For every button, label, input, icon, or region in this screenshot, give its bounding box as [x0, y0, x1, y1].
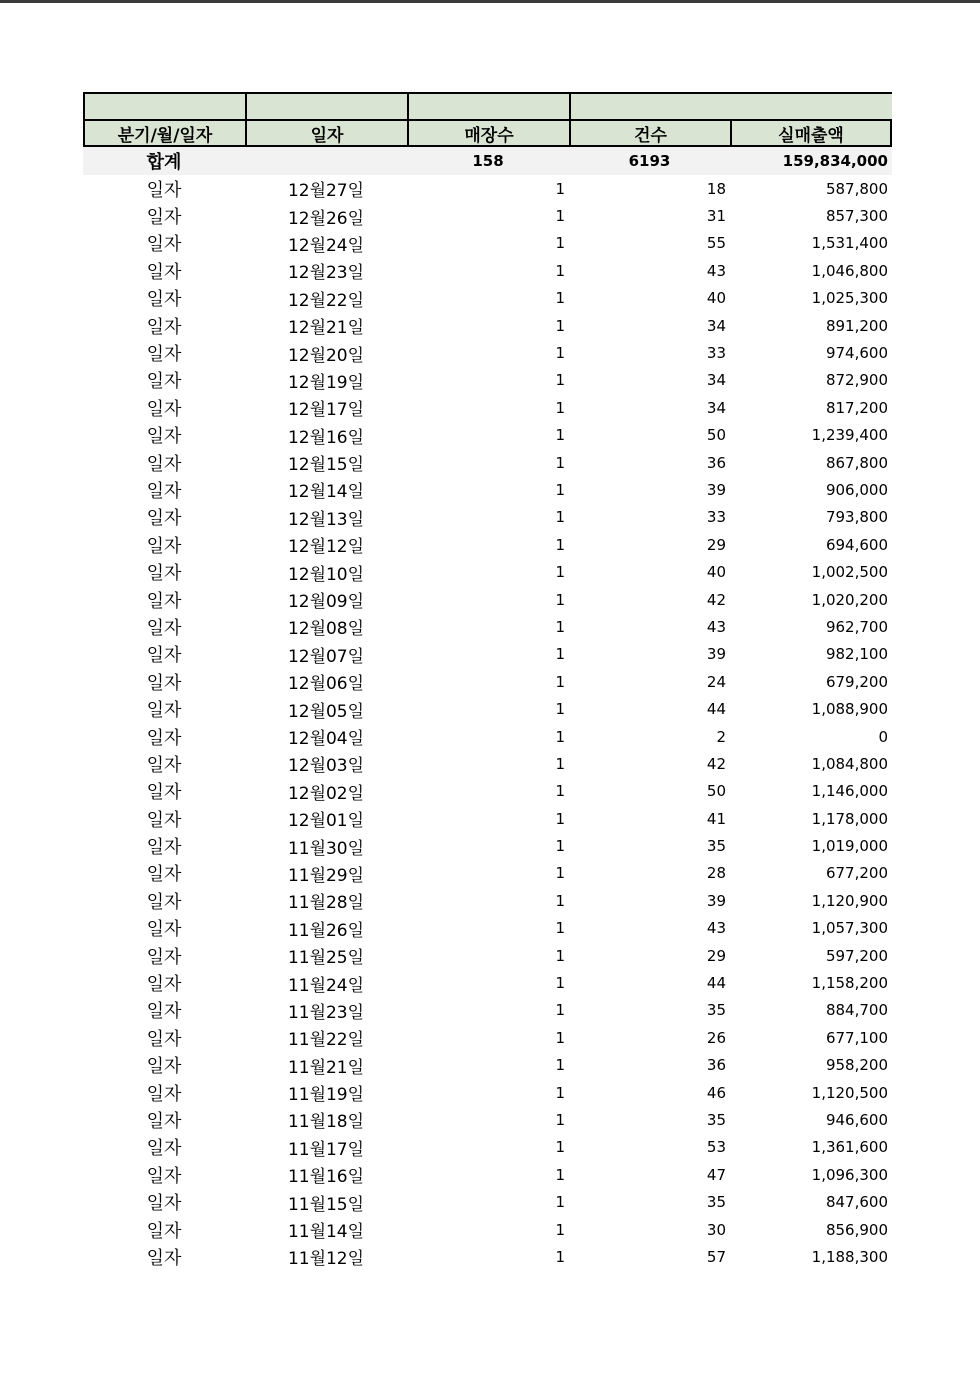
row-count: 29 [706, 535, 726, 554]
row-stores: 1 [555, 480, 565, 499]
row-stores: 1 [555, 563, 565, 582]
row-sales: 946,600 [825, 1110, 888, 1129]
row-category: 일자 [146, 809, 182, 831]
row-date: 11월30일 [287, 838, 365, 859]
row-count: 50 [706, 782, 726, 801]
table-row [83, 668, 892, 695]
row-date: 12월09일 [287, 592, 365, 613]
row-stores: 1 [555, 891, 565, 910]
table-row [83, 449, 892, 476]
row-category: 일자 [146, 1001, 182, 1023]
total-label: 합계 [146, 152, 182, 173]
row-category: 일자 [146, 179, 182, 201]
table-row [83, 476, 892, 503]
row-stores: 1 [555, 179, 565, 198]
row-category: 일자 [146, 700, 182, 722]
row-stores: 1 [555, 1083, 565, 1102]
table-row [83, 613, 892, 640]
row-category: 일자 [146, 426, 182, 448]
row-category: 일자 [146, 535, 182, 557]
row-count: 46 [706, 1083, 726, 1102]
row-sales: 679,200 [825, 672, 888, 691]
table-row [83, 723, 892, 750]
row-stores: 1 [555, 864, 565, 883]
row-date: 12월15일 [287, 455, 365, 476]
row-stores: 1 [555, 1138, 565, 1157]
row-date: 11월24일 [287, 975, 365, 996]
table-row [83, 1024, 892, 1051]
row-sales: 1,188,300 [811, 1247, 888, 1266]
table-row [83, 367, 892, 394]
row-category: 일자 [146, 234, 182, 256]
row-stores: 1 [555, 672, 565, 691]
row-stores: 1 [555, 919, 565, 938]
row-sales: 1,146,000 [811, 782, 888, 801]
row-sales: 597,200 [825, 946, 888, 965]
row-date: 11월18일 [287, 1112, 365, 1133]
row-date: 11월25일 [287, 948, 365, 969]
row-category: 일자 [146, 1138, 182, 1160]
row-stores: 1 [555, 590, 565, 609]
row-category: 일자 [146, 946, 182, 968]
row-count: 29 [706, 946, 726, 965]
row-sales: 817,200 [825, 398, 888, 417]
row-stores: 1 [555, 1056, 565, 1075]
row-stores: 1 [555, 535, 565, 554]
row-sales: 856,900 [825, 1220, 888, 1239]
row-stores: 1 [555, 645, 565, 664]
row-count: 39 [706, 645, 726, 664]
row-sales: 1,002,500 [811, 563, 888, 582]
table-row [83, 915, 892, 942]
row-category: 일자 [146, 1193, 182, 1215]
row-count: 34 [706, 398, 726, 417]
row-category: 일자 [146, 371, 182, 393]
table-row [83, 969, 892, 996]
row-date: 12월22일 [287, 290, 365, 311]
row-stores: 1 [555, 837, 565, 856]
table-row [83, 504, 892, 531]
table-row [83, 1161, 892, 1188]
column-header-category: 분기/월/일자 [83, 119, 245, 147]
table-row [83, 778, 892, 805]
table-row [83, 1106, 892, 1133]
row-date: 12월07일 [287, 646, 365, 667]
total-sales: 159,834,000 [782, 152, 888, 170]
table-row [83, 230, 892, 257]
table-row [83, 339, 892, 366]
table-row [83, 1216, 892, 1243]
row-date: 12월06일 [287, 674, 365, 695]
column-header-date: 일자 [245, 119, 407, 147]
row-category: 일자 [146, 1083, 182, 1105]
row-category: 일자 [146, 480, 182, 502]
row-sales: 974,600 [825, 344, 888, 363]
total-row [83, 147, 892, 175]
table-row [83, 695, 892, 722]
row-count: 39 [706, 891, 726, 910]
row-category: 일자 [146, 590, 182, 612]
row-count: 40 [706, 563, 726, 582]
row-date: 12월27일 [287, 181, 365, 202]
row-date: 12월20일 [287, 345, 365, 366]
row-count: 44 [706, 974, 726, 993]
row-count: 53 [706, 1138, 726, 1157]
row-sales: 1,120,900 [811, 891, 888, 910]
row-count: 43 [706, 617, 726, 636]
row-date: 11월16일 [287, 1167, 365, 1188]
row-category: 일자 [146, 398, 182, 420]
row-count: 35 [706, 1001, 726, 1020]
row-date: 12월21일 [287, 318, 365, 339]
table-row [83, 175, 892, 202]
row-stores: 1 [555, 727, 565, 746]
row-date: 11월26일 [287, 920, 365, 941]
row-date: 12월17일 [287, 400, 365, 421]
row-stores: 1 [555, 261, 565, 280]
row-sales: 677,200 [825, 864, 888, 883]
row-category: 일자 [146, 891, 182, 913]
row-sales: 0 [878, 727, 888, 746]
table-row [83, 1079, 892, 1106]
row-stores: 1 [555, 234, 565, 253]
row-sales: 1,239,400 [811, 426, 888, 445]
row-sales: 694,600 [825, 535, 888, 554]
row-stores: 1 [555, 1001, 565, 1020]
table-row [83, 942, 892, 969]
row-count: 42 [706, 590, 726, 609]
row-sales: 1,120,500 [811, 1083, 888, 1102]
row-category: 일자 [146, 261, 182, 283]
column-header-count: 건수 [569, 119, 730, 147]
row-date: 12월14일 [287, 482, 365, 503]
row-count: 42 [706, 754, 726, 773]
row-sales: 962,700 [825, 617, 888, 636]
row-date: 12월10일 [287, 564, 365, 585]
page-top-rule [0, 0, 980, 3]
row-count: 35 [706, 1110, 726, 1129]
row-sales: 1,057,300 [811, 919, 888, 938]
table-row [83, 1134, 892, 1161]
row-stores: 1 [555, 344, 565, 363]
row-stores: 1 [555, 782, 565, 801]
row-count: 28 [706, 864, 726, 883]
row-sales: 872,900 [825, 371, 888, 390]
row-count: 30 [706, 1220, 726, 1239]
row-stores: 1 [555, 754, 565, 773]
row-category: 일자 [146, 316, 182, 338]
row-stores: 1 [555, 974, 565, 993]
row-sales: 1,096,300 [811, 1165, 888, 1184]
row-stores: 1 [555, 809, 565, 828]
row-count: 18 [706, 179, 726, 198]
row-date: 11월29일 [287, 865, 365, 886]
row-stores: 1 [555, 1220, 565, 1239]
table-row [83, 394, 892, 421]
row-category: 일자 [146, 1028, 182, 1050]
table-row [83, 805, 892, 832]
row-sales: 857,300 [825, 207, 888, 226]
row-sales: 958,200 [825, 1056, 888, 1075]
row-date: 12월04일 [287, 729, 365, 749]
row-sales: 1,178,000 [811, 809, 888, 828]
row-sales: 677,100 [825, 1028, 888, 1047]
table-row [83, 558, 892, 585]
table-row [83, 750, 892, 777]
header-upper-cell-3 [407, 92, 569, 119]
row-date: 11월14일 [287, 1222, 365, 1243]
table-row [83, 531, 892, 558]
row-sales: 1,019,000 [811, 837, 888, 856]
row-date: 12월05일 [287, 701, 365, 722]
column-header-stores: 매장수 [407, 119, 569, 147]
table-row [83, 641, 892, 668]
row-category: 일자 [146, 1247, 182, 1269]
table-row [83, 312, 892, 339]
row-sales: 1,531,400 [811, 234, 888, 253]
row-category: 일자 [146, 645, 182, 667]
row-date: 12월08일 [287, 619, 365, 640]
row-count: 34 [706, 371, 726, 390]
row-date: 11월15일 [287, 1194, 365, 1215]
row-count: 36 [706, 1056, 726, 1075]
sales-table [83, 92, 892, 1271]
table-row [83, 1188, 892, 1215]
row-count: 36 [706, 453, 726, 472]
row-count: 2 [716, 727, 726, 746]
row-date: 12월24일 [287, 235, 365, 256]
row-count: 33 [706, 508, 726, 527]
table-row [83, 202, 892, 229]
row-category: 일자 [146, 1165, 182, 1187]
table-row [83, 257, 892, 284]
row-count: 57 [706, 1247, 726, 1266]
row-date: 12월12일 [287, 537, 365, 558]
row-date: 12월02일 [287, 783, 365, 804]
row-stores: 1 [555, 508, 565, 527]
row-category: 일자 [146, 1220, 182, 1242]
row-sales: 867,800 [825, 453, 888, 472]
row-count: 55 [706, 234, 726, 253]
row-stores: 1 [555, 289, 565, 308]
row-date: 11월19일 [287, 1085, 365, 1106]
row-stores: 1 [555, 1165, 565, 1184]
total-count: 6193 [628, 152, 671, 170]
row-count: 43 [706, 261, 726, 280]
row-category: 일자 [146, 344, 182, 366]
table-row [83, 860, 892, 887]
table-row [83, 887, 892, 914]
row-stores: 1 [555, 617, 565, 636]
table-row [83, 1243, 892, 1270]
row-category: 일자 [146, 919, 182, 941]
row-category: 일자 [146, 727, 182, 749]
header-upper-cell-4 [569, 92, 892, 119]
row-count: 44 [706, 700, 726, 719]
row-date: 12월16일 [287, 427, 365, 448]
row-stores: 1 [555, 207, 565, 226]
row-count: 24 [706, 672, 726, 691]
table-row [83, 586, 892, 613]
table-row [83, 997, 892, 1024]
row-stores: 1 [555, 426, 565, 445]
row-category: 일자 [146, 453, 182, 475]
row-sales: 1,158,200 [811, 974, 888, 993]
row-count: 33 [706, 344, 726, 363]
row-stores: 1 [555, 1247, 565, 1266]
row-count: 43 [706, 919, 726, 938]
row-count: 35 [706, 837, 726, 856]
row-count: 47 [706, 1165, 726, 1184]
row-date: 12월19일 [287, 372, 365, 393]
row-date: 12월13일 [287, 509, 365, 530]
row-count: 50 [706, 426, 726, 445]
row-sales: 587,800 [825, 179, 888, 198]
row-date: 12월01일 [287, 811, 365, 832]
row-category: 일자 [146, 617, 182, 639]
row-category: 일자 [146, 289, 182, 311]
row-category: 일자 [146, 974, 182, 996]
row-count: 34 [706, 316, 726, 335]
row-sales: 982,100 [825, 645, 888, 664]
row-count: 39 [706, 480, 726, 499]
row-stores: 1 [555, 398, 565, 417]
row-date: 12월26일 [287, 208, 365, 229]
total-stores: 158 [472, 152, 504, 170]
row-category: 일자 [146, 782, 182, 804]
row-sales: 793,800 [825, 508, 888, 527]
header-upper-cell-2 [245, 92, 407, 119]
row-stores: 1 [555, 946, 565, 965]
row-count: 35 [706, 1193, 726, 1212]
row-sales: 1,046,800 [811, 261, 888, 280]
row-date: 12월23일 [287, 263, 365, 284]
row-category: 일자 [146, 754, 182, 776]
row-category: 일자 [146, 1110, 182, 1132]
column-header-sales: 실매출액 [730, 119, 892, 147]
row-stores: 1 [555, 1028, 565, 1047]
header-upper-cell-1 [83, 92, 245, 119]
row-date: 12월03일 [287, 756, 365, 777]
row-date: 11월22일 [287, 1030, 365, 1051]
row-count: 41 [706, 809, 726, 828]
header-row-upper [83, 92, 892, 119]
row-sales: 1,361,600 [811, 1138, 888, 1157]
row-count: 31 [706, 207, 726, 226]
row-sales: 847,600 [825, 1193, 888, 1212]
row-date: 11월12일 [287, 1249, 365, 1270]
row-date: 11월23일 [287, 1002, 365, 1023]
row-stores: 1 [555, 1110, 565, 1129]
row-sales: 1,088,900 [811, 700, 888, 719]
row-stores: 1 [555, 453, 565, 472]
row-category: 일자 [146, 508, 182, 530]
row-date: 11월28일 [287, 893, 365, 914]
row-sales: 1,084,800 [811, 754, 888, 773]
row-sales: 891,200 [825, 316, 888, 335]
table-row [83, 1052, 892, 1079]
row-sales: 1,025,300 [811, 289, 888, 308]
row-category: 일자 [146, 864, 182, 886]
row-count: 40 [706, 289, 726, 308]
row-date: 11월21일 [287, 1057, 365, 1078]
row-count: 26 [706, 1028, 726, 1047]
row-stores: 1 [555, 1193, 565, 1212]
row-category: 일자 [146, 1056, 182, 1078]
row-sales: 884,700 [825, 1001, 888, 1020]
row-stores: 1 [555, 316, 565, 335]
row-sales: 906,000 [825, 480, 888, 499]
row-stores: 1 [555, 371, 565, 390]
table-row [83, 422, 892, 449]
row-date: 11월17일 [287, 1139, 365, 1160]
row-category: 일자 [146, 672, 182, 694]
header-row [83, 119, 892, 147]
row-category: 일자 [146, 207, 182, 229]
row-category: 일자 [146, 563, 182, 585]
table-row [83, 832, 892, 859]
row-sales: 1,020,200 [811, 590, 888, 609]
row-category: 일자 [146, 837, 182, 859]
table-body [83, 175, 892, 1271]
row-stores: 1 [555, 700, 565, 719]
table-row [83, 285, 892, 312]
